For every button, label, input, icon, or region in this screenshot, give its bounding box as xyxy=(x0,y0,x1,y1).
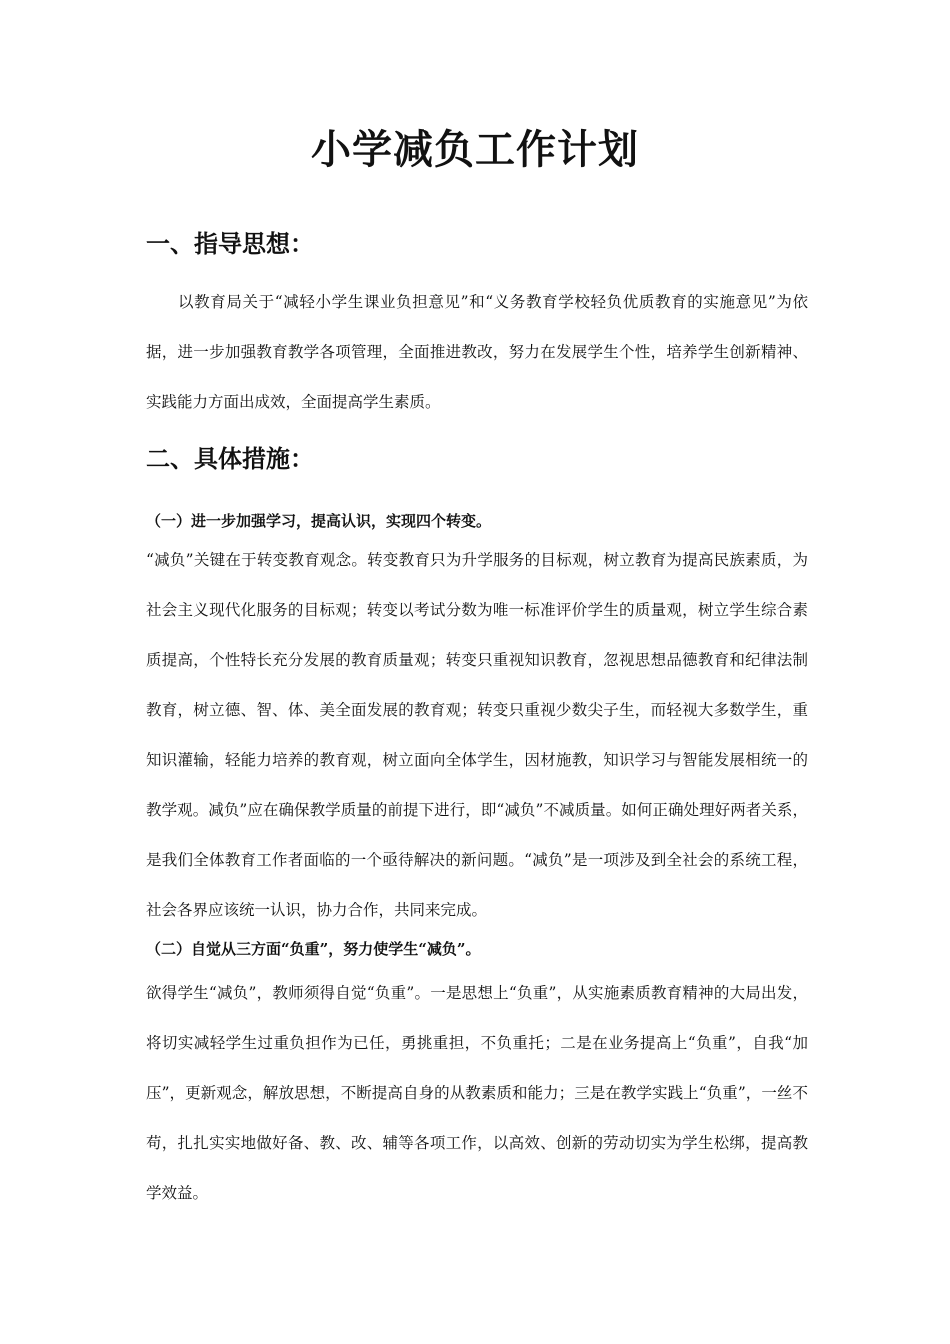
section-heading-specific-measures: 二、具体措施： xyxy=(146,444,314,473)
section-heading-guiding-ideology: 一、指导思想： xyxy=(146,229,314,258)
document-title: 小学减负工作计划 xyxy=(311,126,639,173)
subsection-heading-1: （一）进一步加强学习，提高认识，实现四个转变。 xyxy=(146,512,492,530)
subsection-paragraph-2: 欲得学生“减负”，教师须得自觉“负重”。一是思想上“负重”，从实施素质教育精神的大局出发，将切实减轻学生过重负担作为已任，勇挑重担，不负重托；二是在业务提高上“负重”，自我“加压”，更新观念，解放思想，不断提高自身的从教素质和能力；三是在教学实践上“负重”，一丝不苟，扎扎实实地做好备、教、改、辅等各项工作，以高效、创新的劳动切实为学生松绑，提高教学效益。 xyxy=(146,984,808,1202)
section-paragraph-guiding-ideology: 以教育局关于“减轻小学生课业负担意见”和“义务教育学校轻负优质教育的实施意见”为依据，进一步加强教育教学各项管理，全面推进教改，努力在发展学生个性，培养学生创新精神、实践能力方面出成效，全面提高学生素质。 xyxy=(146,293,808,411)
subsection-heading-2: （二）自觉从三方面“负重”，努力使学生“减负”。 xyxy=(146,940,481,958)
subsection-paragraph-1: “减负”关键在于转变教育观念。转变教育只为升学服务的目标观，树立教育为提高民族素质，为社会主义现代化服务的目标观；转变以考试分数为唯一标准评价学生的质量观，树立学生综合素质提高，个性特长充分发展的教育质量观；转变只重视知识教育，忽视思想品德教育和纪律法制教育，树立德、智、体、美全面发展的教育观；转变只重视少数尖子生，而轻视大多数学生，重知识灌输，轻能力培养的教育观，树立面向全体学生，因材施教，知识学习与智能发展相统一的教学观。减负”应在确保教学质量的前提下进行，即“减负”不减质量。如何正确处理好两者关系，是我们全体教育工作者面临的一个亟待解决的新问题。“减负”是一项涉及到全社会的系统工程，社会各界应该统一认识，协力合作，共同来完成。 xyxy=(146,551,808,919)
